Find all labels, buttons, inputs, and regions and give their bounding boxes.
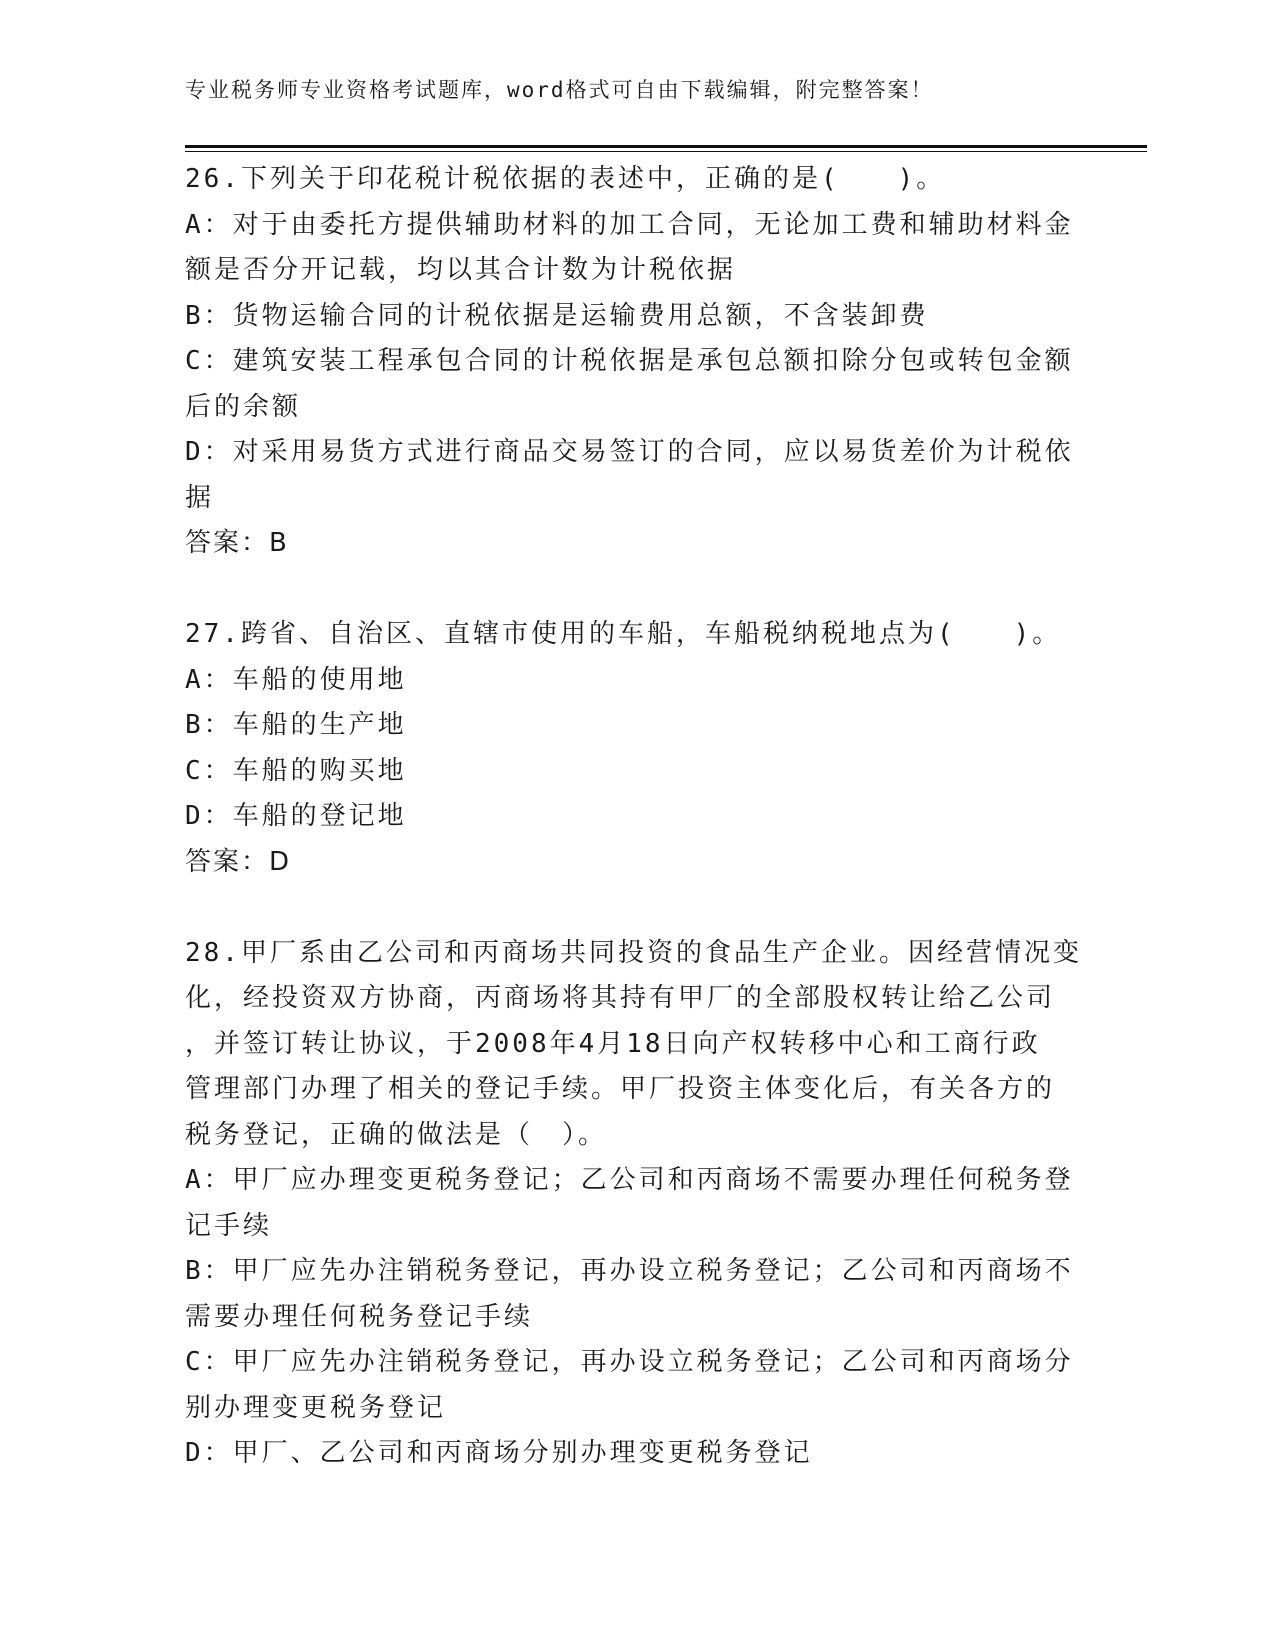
- question-list: [185, 157, 1085, 1477]
- question-27: [185, 612, 1085, 885]
- answer: 答案：B: [185, 528, 289, 558]
- question-stem: 26.下列关于印花税计税依据的表述中，正确的是( )。: [185, 164, 946, 194]
- option-d: D：对采用易货方式进行商品交易签订的合同，应以易货差价为计税依 据: [185, 437, 1074, 513]
- spacer: [185, 567, 1085, 613]
- page-header: 专业税务师专业资格考试题库，word格式可自由下载编辑，附完整答案！: [185, 78, 934, 102]
- question-stem: 28.甲厂系由乙公司和丙商场共同投资的食品生产企业。因经营情况变 化，经投资双方协商，丙商场将其持有甲厂的全部股权转让给乙公司 ，并签订转让协议，于2008年4月18日向产权转移中心和工商行政 管理部门办理了相关的登记手续。甲厂投资主体变化后，有关各方的 税务登记，正确的做法是（ ）。: [185, 937, 1082, 1150]
- spacer: [185, 885, 1085, 931]
- answer: 答案：D: [185, 846, 292, 877]
- option-a: A：甲厂应办理变更税务登记；乙公司和丙商场不需要办理任何税务登 记手续: [185, 1165, 1074, 1241]
- option-b: B：车船的生产地: [185, 710, 407, 740]
- option-b: B：货物运输合同的计税依据是运输费用总额，不含装卸费: [185, 300, 929, 331]
- option-a: A：对于由委托方提供辅助材料的加工合同，无论加工费和辅助材料金 额是否分开记载，均以其合计数为计税依据: [185, 209, 1074, 285]
- option-d: D：车船的登记地: [185, 801, 407, 831]
- option-c: C：车船的购买地: [185, 755, 407, 786]
- header-rule-thin: [185, 151, 1147, 152]
- option-c: C：建筑安装工程承包合同的计税依据是承包总额扣除分包或转包金额 后的余额: [185, 346, 1074, 422]
- option-b: B：甲厂应先办注销税务登记，再办设立税务登记；乙公司和丙商场不 需要办理任何税务登记手续: [185, 1256, 1074, 1332]
- question-stem: 27.跨省、自治区、直辖市使用的车船，车船税纳税地点为( )。: [185, 619, 1062, 649]
- option-d: D：甲厂、乙公司和丙商场分别办理变更税务登记: [185, 1438, 813, 1468]
- question-26: [185, 157, 1085, 567]
- question-28: [185, 931, 1085, 1477]
- header-rule-thick: [185, 145, 1147, 148]
- option-c: C：甲厂应先办注销税务登记，再办设立税务登记；乙公司和丙商场分 别办理变更税务登记: [185, 1347, 1074, 1423]
- option-a: A：车船的使用地: [185, 664, 407, 695]
